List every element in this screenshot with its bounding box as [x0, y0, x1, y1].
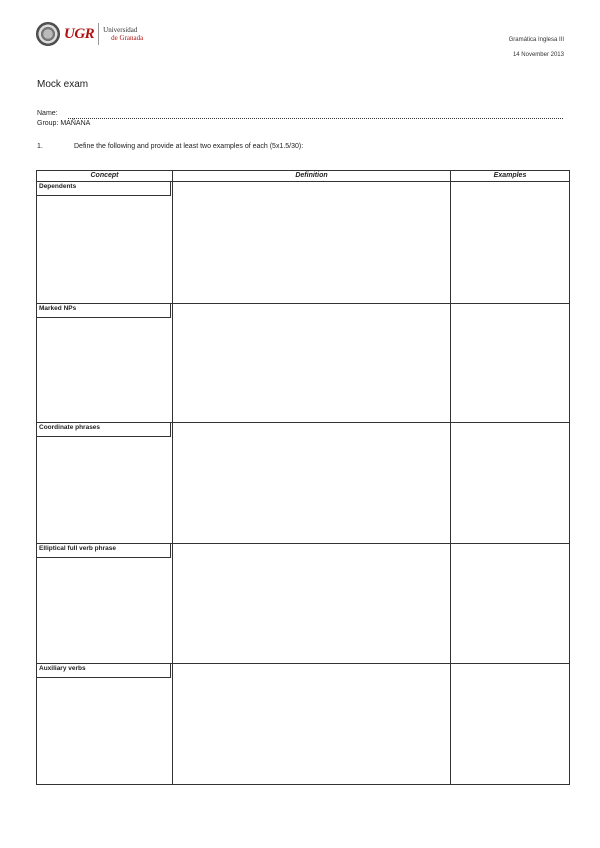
concept-label: Coordinate phrases: [37, 423, 171, 437]
examples-cell[interactable]: [451, 304, 570, 423]
concept-label: Auxiliary verbs: [37, 664, 171, 678]
page-title: Mock exam: [37, 79, 89, 90]
concept-cell: [37, 664, 173, 785]
concept-cell: [37, 544, 173, 664]
university-line1: Universidad: [103, 26, 138, 34]
table-row: [37, 423, 570, 544]
table-header-row: [37, 171, 570, 182]
university-name: [103, 26, 143, 42]
examples-cell[interactable]: [451, 423, 570, 544]
question-1: [37, 143, 557, 150]
definition-cell[interactable]: [173, 544, 451, 664]
concept-cell: [37, 182, 173, 304]
examples-cell[interactable]: [451, 182, 570, 304]
exam-date: 14 November 2013: [512, 52, 564, 58]
header-concept: Concept: [37, 171, 173, 182]
concept-label: Dependents: [37, 182, 171, 196]
course-name: Gramática Inglesa III: [508, 37, 564, 43]
name-field[interactable]: [68, 110, 563, 119]
concept-cell: [37, 304, 173, 423]
table-row: [37, 664, 570, 785]
name-label: Name:: [37, 110, 58, 117]
concept-label: Marked NPs: [37, 304, 171, 318]
concept-cell: [37, 423, 173, 544]
definition-cell[interactable]: [173, 304, 451, 423]
logo-divider: [98, 23, 99, 45]
examples-cell[interactable]: [451, 664, 570, 785]
question-number: 1.: [37, 143, 43, 150]
definition-cell[interactable]: [173, 423, 451, 544]
concept-label: Elliptical full verb phrase: [37, 544, 171, 558]
university-logo: [36, 22, 143, 46]
header-definition: Definition: [173, 171, 451, 182]
university-line2: de Granada: [111, 34, 144, 42]
table-row: [37, 544, 570, 664]
header-examples: Examples: [451, 171, 570, 182]
university-seal-icon: [36, 22, 60, 46]
examples-cell[interactable]: [451, 544, 570, 664]
definition-cell[interactable]: [173, 664, 451, 785]
group-label: Group: MAÑANA: [37, 120, 91, 127]
definition-cell[interactable]: [173, 182, 451, 304]
answer-table: [36, 170, 570, 785]
ugr-brand: UGR: [64, 25, 95, 42]
table-row: [37, 182, 570, 304]
table-row: [37, 304, 570, 423]
question-text: Define the following and provide at least two examples of each (5x1.5/30):: [74, 143, 304, 150]
